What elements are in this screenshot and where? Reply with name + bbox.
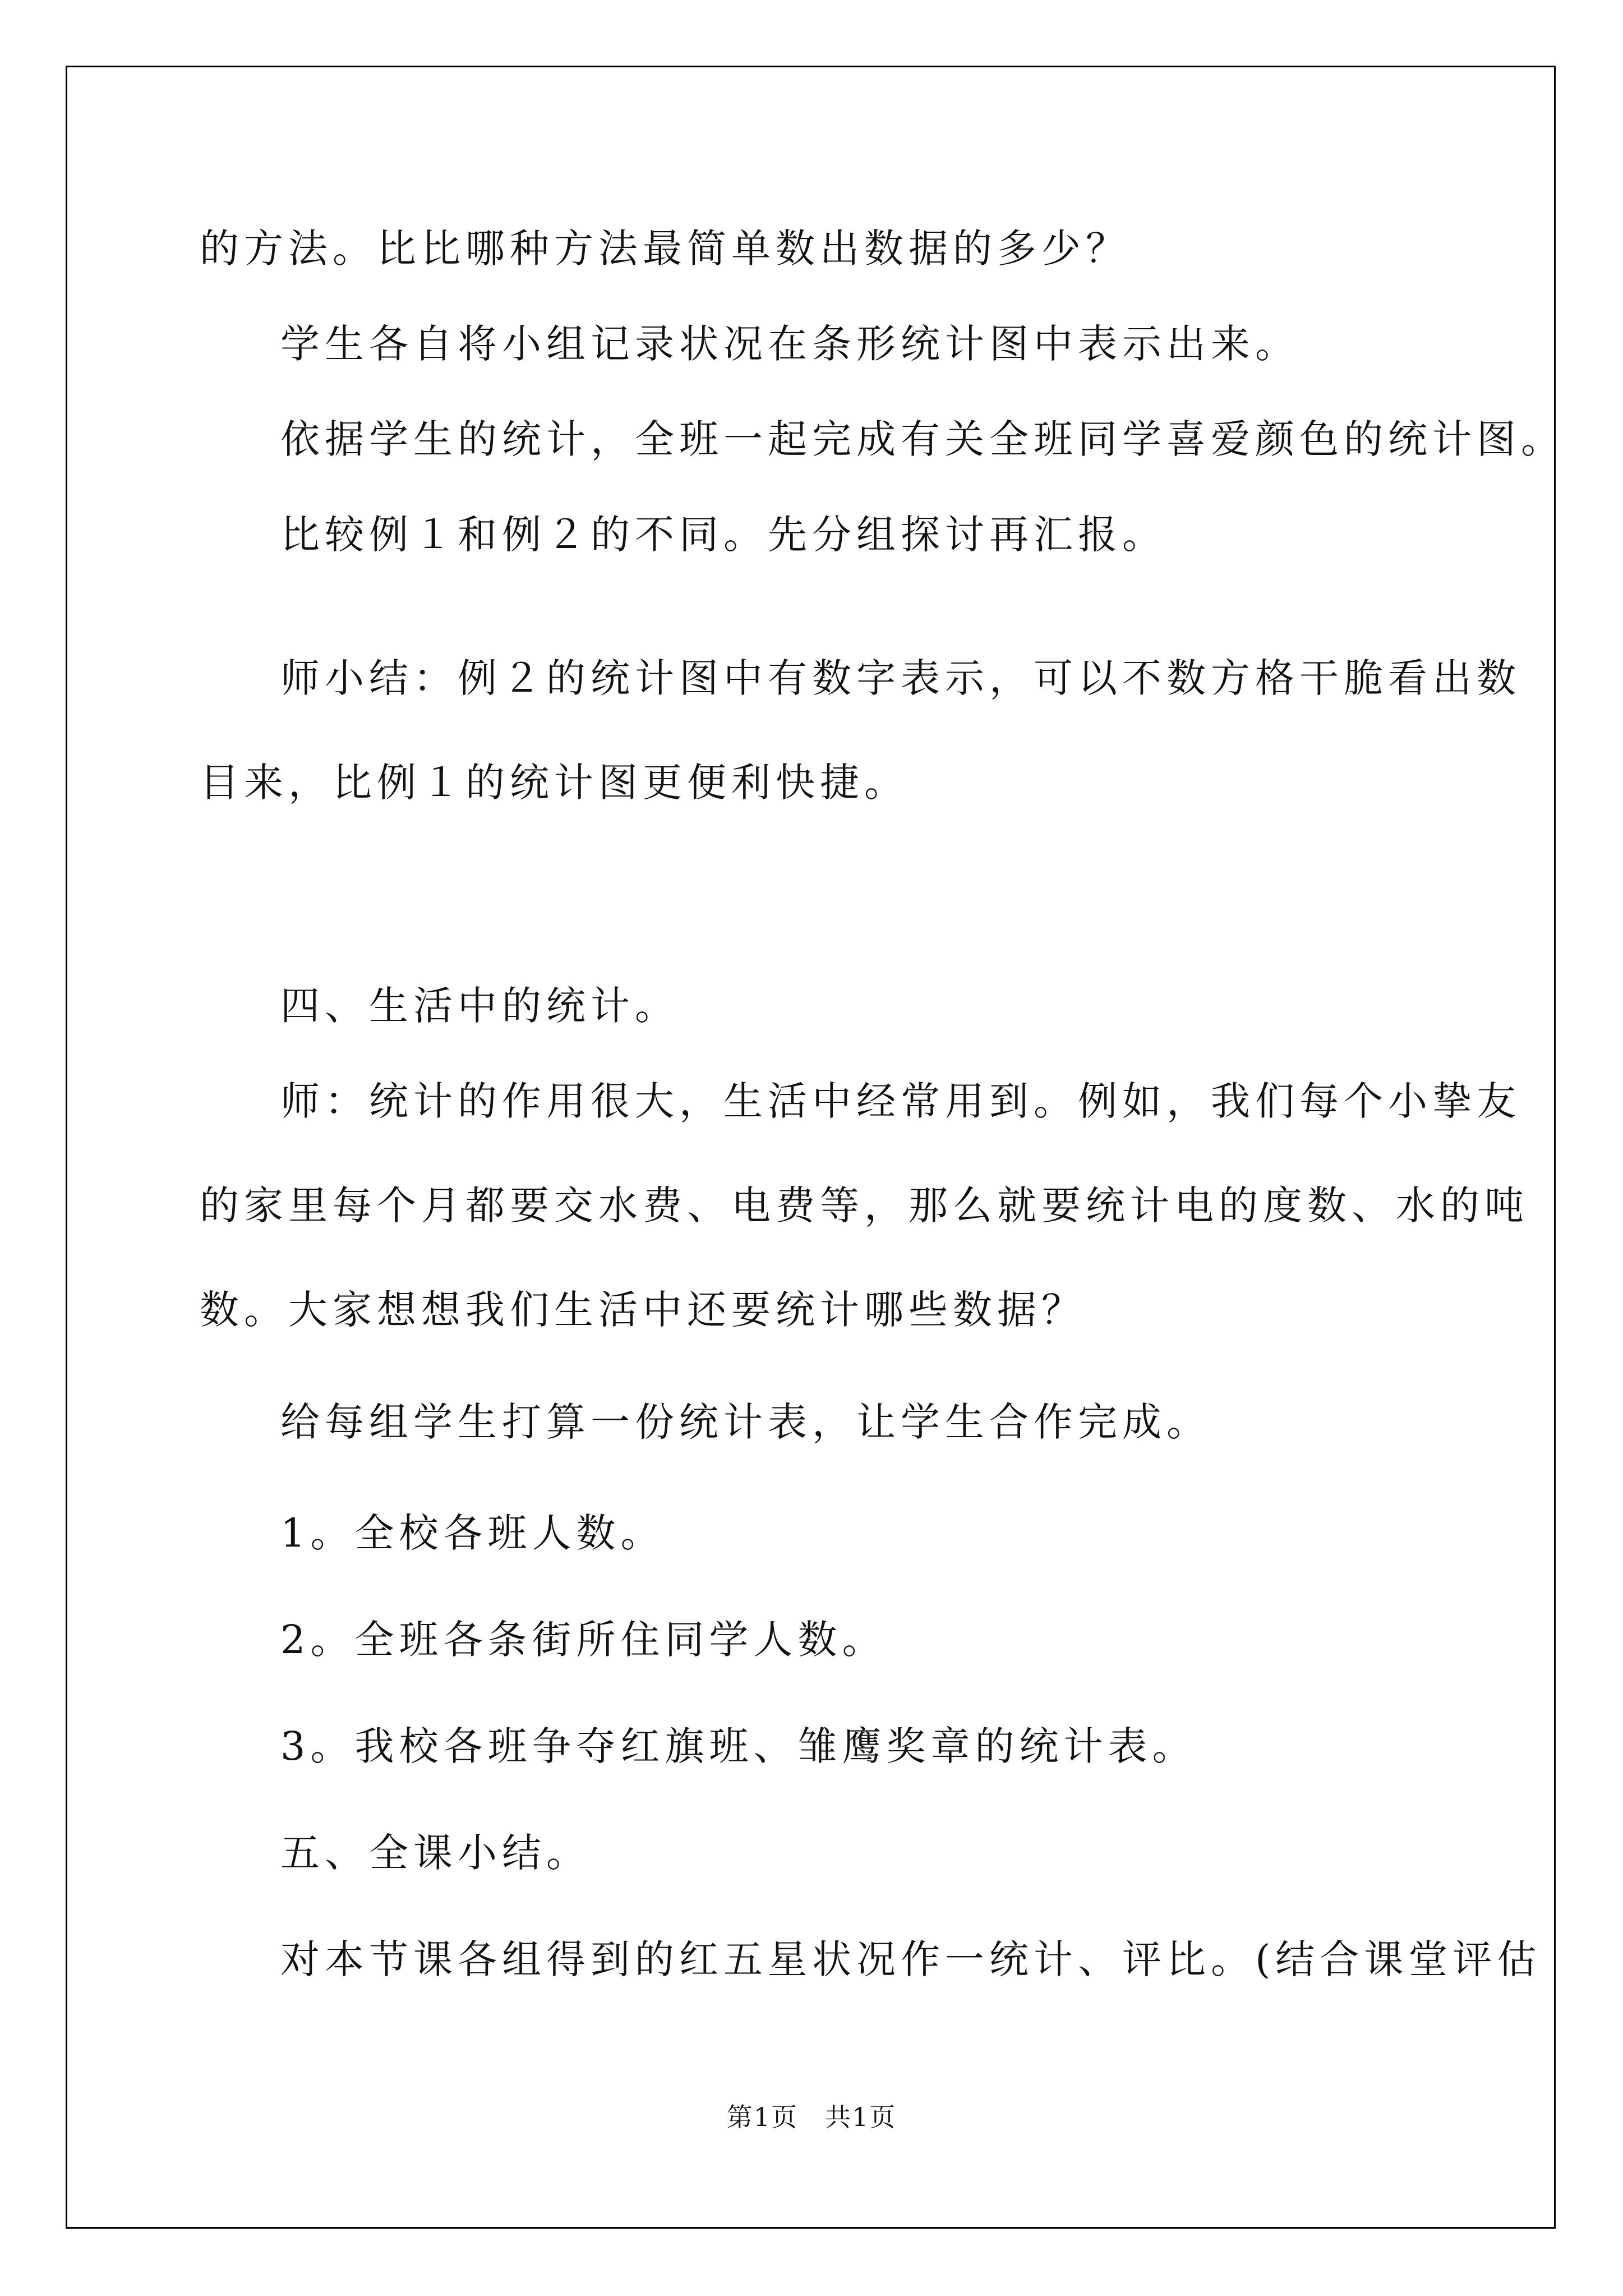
paragraph-line: 师：统计的作用很大，生活中经常用到。例如，我们每个小挚友 [280, 1078, 1521, 1124]
section-heading: 四、生活中的统计。 [280, 983, 679, 1029]
section-heading: 五、全课小结。 [280, 1830, 591, 1876]
paragraph-line: 比较例１和例２的不同。先分组探讨再汇报。 [280, 512, 1166, 558]
paragraph-line: 依据学生的统计，全班一起完成有关全班同学喜爱颜色的统计图。 [280, 416, 1565, 462]
list-item: 3。我校各班争夺红旗班、雏鹰奖章的统计表。 [280, 1723, 1197, 1769]
list-item: 1。全校各班人数。 [280, 1510, 665, 1556]
paragraph-line: 目来，比例１的统计图更便利快捷。 [200, 760, 909, 806]
paragraph-line: 的方法。比比哪种方法最简单数出数据的多少？ [200, 226, 1130, 272]
paragraph-line: 的家里每个月都要交水费、电费等，那么就要统计电的度数、水的吨 [200, 1182, 1529, 1228]
page-footer: 第1页 共1页 [726, 2102, 897, 2132]
paragraph-line: 对本节课各组得到的红五星状况作一统计、评比。(结合课堂评估 [280, 1936, 1542, 1982]
paragraph-line: 给每组学生打算一份统计表，让学生合作完成。 [280, 1399, 1211, 1445]
list-item: 2。全班各条街所住同学人数。 [280, 1617, 887, 1663]
paragraph-line: 师小结：例２的统计图中有数字表示，可以不数方格干脆看出数 [280, 655, 1521, 701]
paragraph-line: 学生各自将小组记录状况在条形统计图中表示出来。 [280, 321, 1299, 367]
page-border [66, 66, 1556, 2229]
paragraph-line: 数。大家想想我们生活中还要统计哪些数据？ [200, 1287, 1086, 1333]
